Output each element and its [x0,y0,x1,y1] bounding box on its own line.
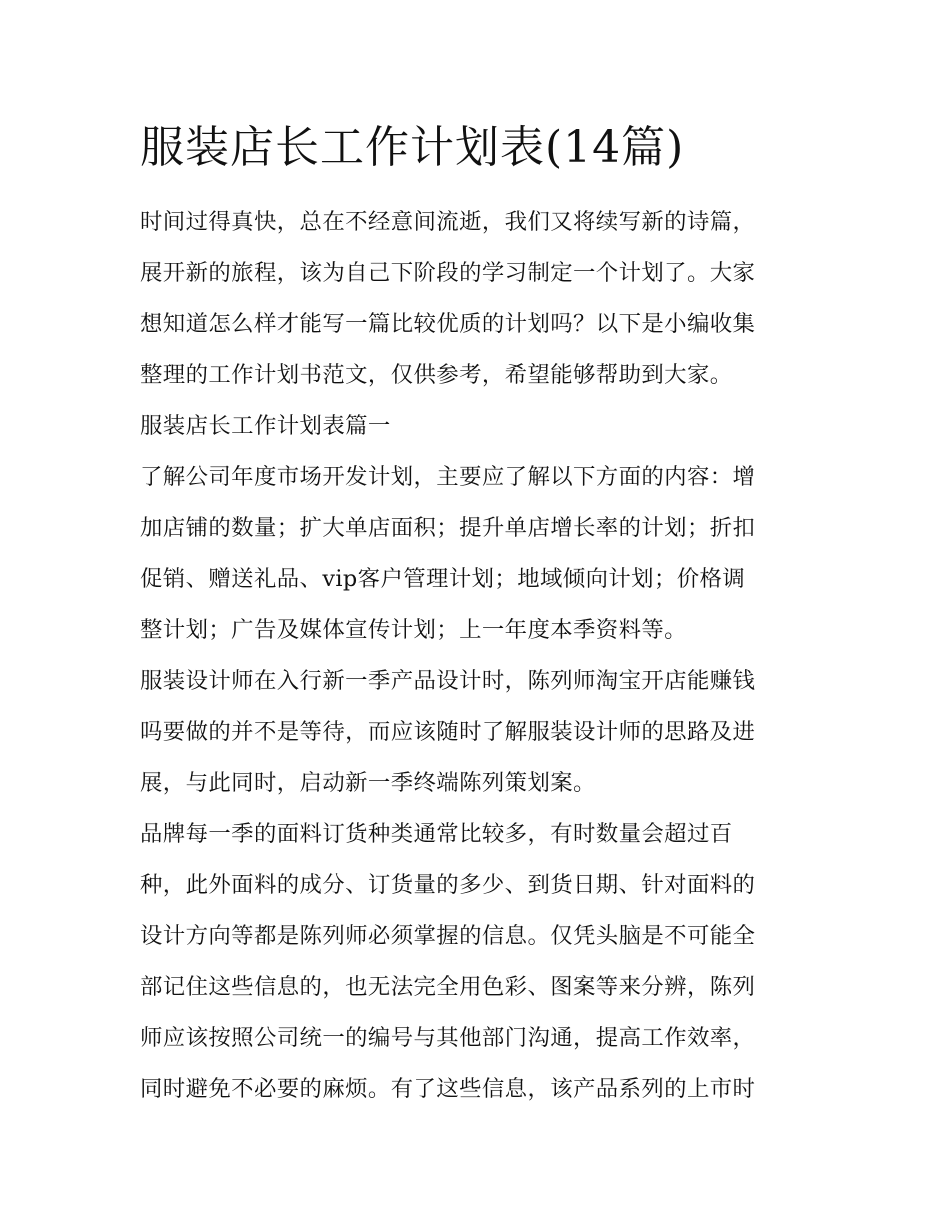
text-line: 时间过得真快，总在不经意间流逝，我们又将续写新的诗篇， [140,209,756,235]
text-line: 想知道怎么样才能写一篇比较优质的计划吗？以下是小编收集 [140,311,756,337]
text-line: 加店铺的数量；扩大单店面积；提升单店增长率的计划；折扣 [140,515,756,541]
text-line: 品牌每一季的面料订货种类通常比较多，有时数量会超过百 [140,821,733,847]
text-line: 展开新的旅程，该为自己下阶段的学习制定一个计划了。大家 [140,260,756,286]
document-title: 服装店长工作计划表(14篇) [140,122,685,173]
paragraph-fabric [140,809,812,1115]
text-line: 部记住这些信息的，也无法完全用色彩、图案等来分辨，陈列 [140,974,756,1000]
text-line: 了解公司年度市场开发计划，主要应了解以下方面的内容：增 [140,464,756,490]
text-line: 整理的工作计划书范文，仅供参考，希望能够帮助到大家。 [140,362,733,388]
text-line: 服装设计师在入行新一季产品设计时，陈列师淘宝开店能赚钱 [140,668,756,694]
text-line: 同时避免不必要的麻烦。有了这些信息，该产品系列的上市时 [140,1076,756,1102]
paragraph-designer [140,656,812,809]
section-heading [140,401,812,452]
text-line: 设计方向等都是陈列师必须掌握的信息。仅凭头脑是不可能全 [140,923,756,949]
section-heading-text: 服装店长工作计划表篇一 [140,413,391,439]
document-body [140,197,812,1115]
text-line: 促销、赠送礼品、vip客户管理计划；地域倾向计划；价格调 [140,566,746,592]
text-line: 展，与此同时，启动新一季终端陈列策划案。 [140,770,596,796]
text-line: 吗要做的并不是等待，而应该随时了解服装设计师的思路及进 [140,719,756,745]
text-line: 整计划；广告及媒体宣传计划；上一年度本季资料等。 [140,617,687,643]
paragraph-market-plan [140,452,812,656]
text-line: 师应该按照公司统一的编号与其他部门沟通，提高工作效率， [140,1025,756,1051]
intro-paragraph [140,197,812,401]
text-line: 种，此外面料的成分、订货量的多少、到货日期、针对面料的 [140,872,756,898]
